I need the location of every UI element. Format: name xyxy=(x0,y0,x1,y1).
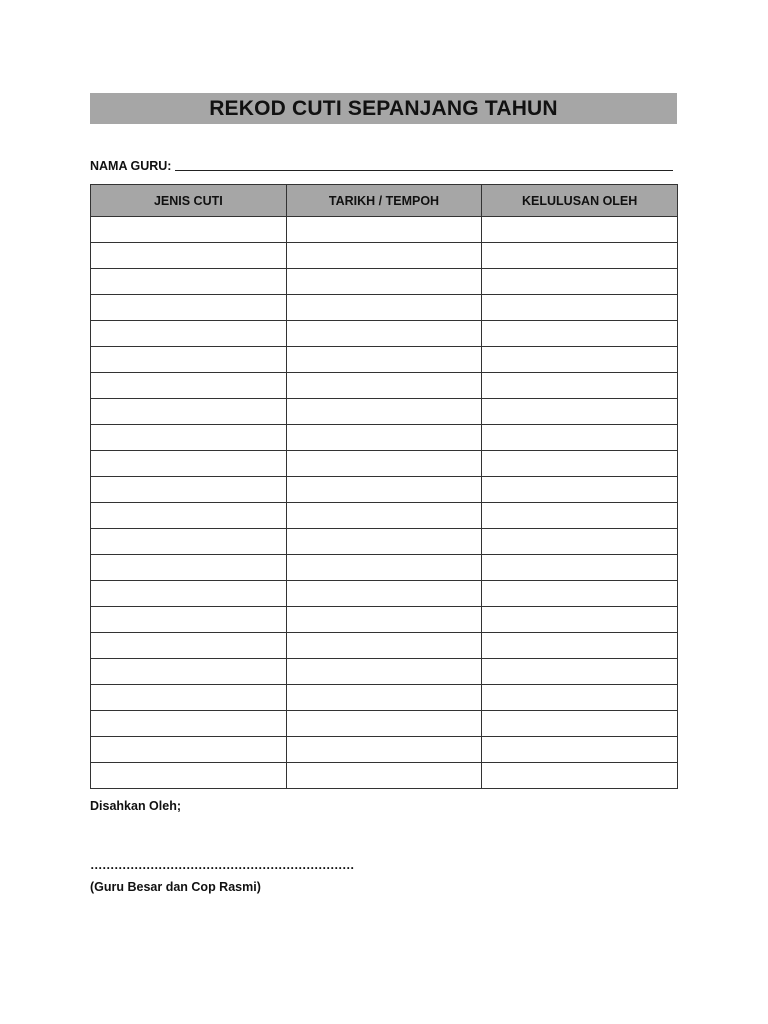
table-row xyxy=(91,477,678,503)
date-duration-cell[interactable] xyxy=(286,243,482,269)
table-row xyxy=(91,399,678,425)
approved-by-cell[interactable] xyxy=(482,659,678,685)
approved-by-cell[interactable] xyxy=(482,607,678,633)
table-header-row xyxy=(91,185,678,217)
leave-type-cell[interactable] xyxy=(91,607,287,633)
approved-by-cell[interactable] xyxy=(482,321,678,347)
date-duration-cell[interactable] xyxy=(286,581,482,607)
table-row xyxy=(91,373,678,399)
leave-type-cell[interactable] xyxy=(91,347,287,373)
column-header-date-duration: TARIKH / TEMPOH xyxy=(286,185,482,217)
table-row xyxy=(91,451,678,477)
approved-by-cell[interactable] xyxy=(482,269,678,295)
date-duration-cell[interactable] xyxy=(286,503,482,529)
date-duration-cell[interactable] xyxy=(286,321,482,347)
approved-by-cell[interactable] xyxy=(482,217,678,243)
teacher-name-row xyxy=(90,155,673,173)
date-duration-cell[interactable] xyxy=(286,373,482,399)
approved-by-cell[interactable] xyxy=(482,711,678,737)
date-duration-cell[interactable] xyxy=(286,685,482,711)
title-banner xyxy=(90,93,677,124)
table-row xyxy=(91,685,678,711)
approved-by-cell[interactable] xyxy=(482,347,678,373)
date-duration-cell[interactable] xyxy=(286,659,482,685)
approved-by-cell[interactable] xyxy=(482,451,678,477)
leave-type-cell[interactable] xyxy=(91,555,287,581)
table-row xyxy=(91,217,678,243)
approved-by-cell[interactable] xyxy=(482,555,678,581)
table-row xyxy=(91,425,678,451)
date-duration-cell[interactable] xyxy=(286,763,482,789)
approved-by-cell[interactable] xyxy=(482,243,678,269)
leave-type-cell[interactable] xyxy=(91,659,287,685)
leave-type-cell[interactable] xyxy=(91,763,287,789)
approved-by-cell[interactable] xyxy=(482,425,678,451)
date-duration-cell[interactable] xyxy=(286,399,482,425)
approved-by-cell[interactable] xyxy=(482,503,678,529)
leave-type-cell[interactable] xyxy=(91,425,287,451)
approved-by-cell[interactable] xyxy=(482,633,678,659)
table-row xyxy=(91,607,678,633)
table-row xyxy=(91,659,678,685)
approved-by-cell[interactable] xyxy=(482,529,678,555)
leave-type-cell[interactable] xyxy=(91,217,287,243)
signature-line: ………………………………………………………… xyxy=(90,858,354,872)
table-row xyxy=(91,581,678,607)
approved-by-cell[interactable] xyxy=(482,581,678,607)
leave-type-cell[interactable] xyxy=(91,737,287,763)
date-duration-cell[interactable] xyxy=(286,633,482,659)
teacher-name-label: NAMA GURU: xyxy=(90,159,172,173)
date-duration-cell[interactable] xyxy=(286,711,482,737)
approved-by-cell[interactable] xyxy=(482,373,678,399)
date-duration-cell[interactable] xyxy=(286,425,482,451)
table-row xyxy=(91,633,678,659)
table-row xyxy=(91,347,678,373)
leave-type-cell[interactable] xyxy=(91,399,287,425)
approved-by-cell[interactable] xyxy=(482,477,678,503)
page-title: REKOD CUTI SEPANJANG TAHUN xyxy=(209,96,558,120)
table-row xyxy=(91,529,678,555)
table-row xyxy=(91,737,678,763)
leave-type-cell[interactable] xyxy=(91,503,287,529)
column-header-leave-type: JENIS CUTI xyxy=(91,185,287,217)
column-header-approved-by: KELULUSAN OLEH xyxy=(482,185,678,217)
leave-type-cell[interactable] xyxy=(91,295,287,321)
leave-type-cell[interactable] xyxy=(91,711,287,737)
date-duration-cell[interactable] xyxy=(286,737,482,763)
date-duration-cell[interactable] xyxy=(286,607,482,633)
table-body xyxy=(91,217,678,789)
confirmed-by-label: Disahkan Oleh; xyxy=(90,799,181,813)
table-row xyxy=(91,321,678,347)
leave-record-table xyxy=(90,184,678,789)
approved-by-cell[interactable] xyxy=(482,295,678,321)
table-row xyxy=(91,711,678,737)
table-row xyxy=(91,503,678,529)
leave-type-cell[interactable] xyxy=(91,529,287,555)
date-duration-cell[interactable] xyxy=(286,295,482,321)
approved-by-cell[interactable] xyxy=(482,399,678,425)
table-row xyxy=(91,243,678,269)
signature-caption: (Guru Besar dan Cop Rasmi) xyxy=(90,880,261,894)
date-duration-cell[interactable] xyxy=(286,347,482,373)
leave-type-cell[interactable] xyxy=(91,633,287,659)
date-duration-cell[interactable] xyxy=(286,529,482,555)
leave-type-cell[interactable] xyxy=(91,243,287,269)
date-duration-cell[interactable] xyxy=(286,477,482,503)
date-duration-cell[interactable] xyxy=(286,269,482,295)
approved-by-cell[interactable] xyxy=(482,685,678,711)
leave-type-cell[interactable] xyxy=(91,451,287,477)
table-row xyxy=(91,763,678,789)
table-row xyxy=(91,555,678,581)
date-duration-cell[interactable] xyxy=(286,217,482,243)
date-duration-cell[interactable] xyxy=(286,555,482,581)
date-duration-cell[interactable] xyxy=(286,451,482,477)
table-row xyxy=(91,295,678,321)
leave-type-cell[interactable] xyxy=(91,477,287,503)
leave-type-cell[interactable] xyxy=(91,581,287,607)
approved-by-cell[interactable] xyxy=(482,763,678,789)
leave-type-cell[interactable] xyxy=(91,685,287,711)
approved-by-cell[interactable] xyxy=(482,737,678,763)
leave-type-cell[interactable] xyxy=(91,373,287,399)
teacher-name-field[interactable] xyxy=(175,158,673,171)
table-row xyxy=(91,269,678,295)
leave-type-cell[interactable] xyxy=(91,321,287,347)
leave-type-cell[interactable] xyxy=(91,269,287,295)
